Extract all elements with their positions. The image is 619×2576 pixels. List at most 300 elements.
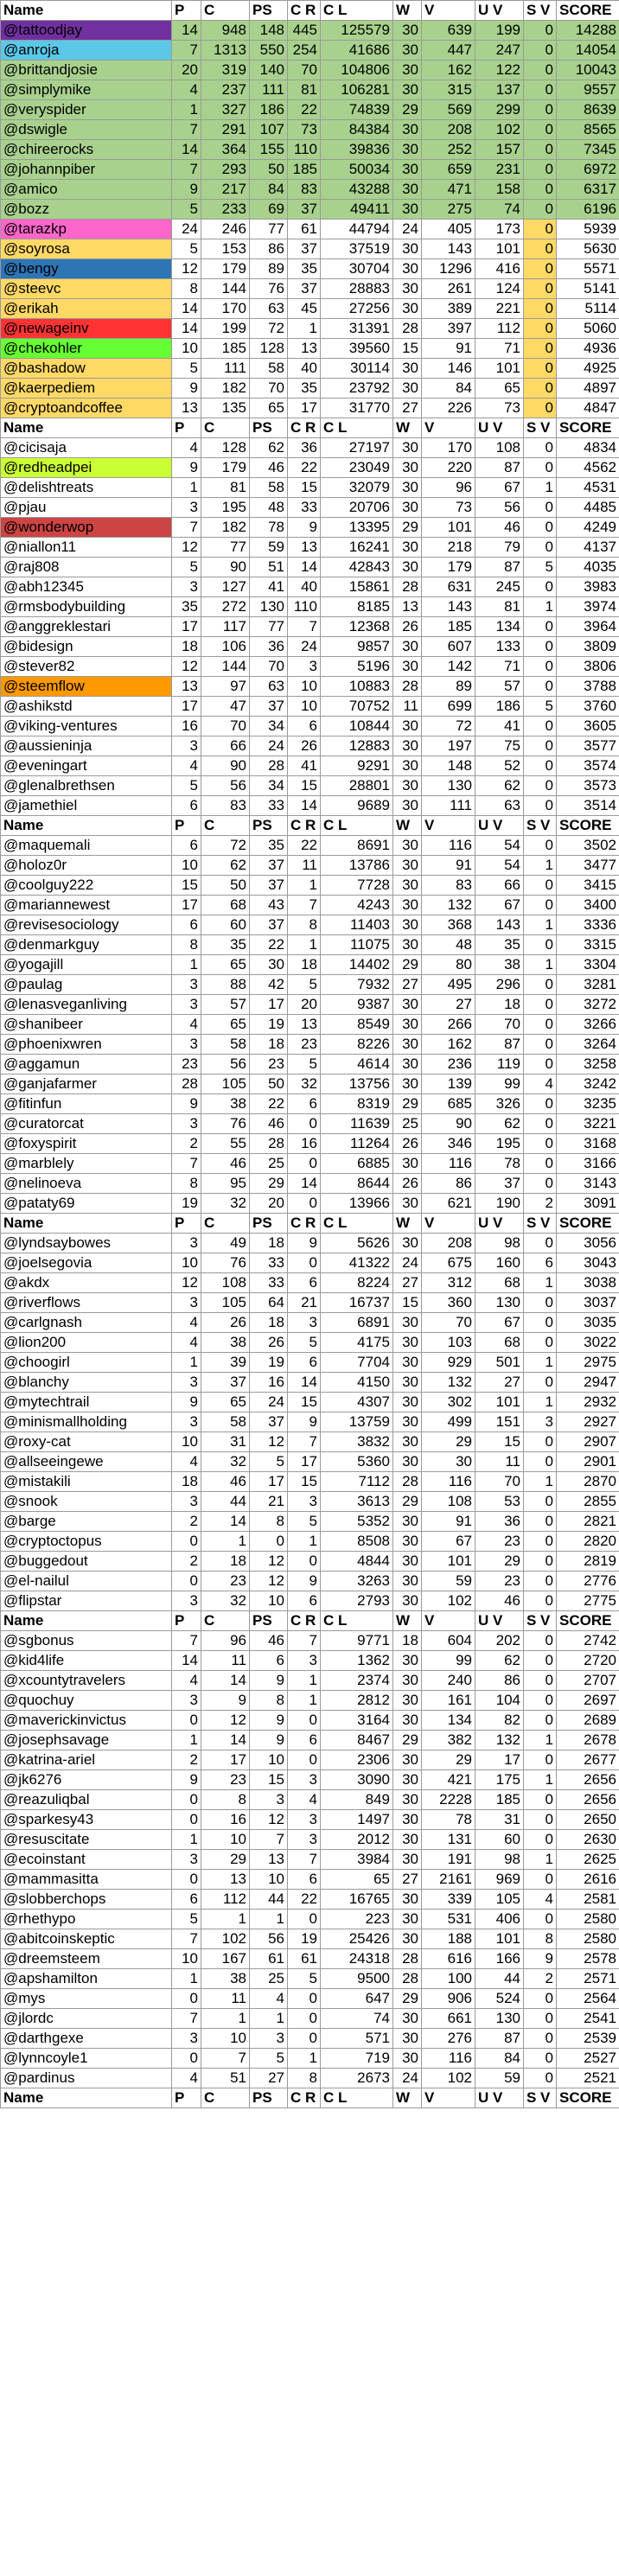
cell-v: 29 bbox=[422, 1750, 475, 1770]
cell-cr: 6 bbox=[288, 1870, 321, 1890]
cell-uv: 969 bbox=[475, 1870, 524, 1890]
cell-sv: 1 bbox=[524, 1770, 557, 1790]
cell-cl: 39560 bbox=[321, 339, 393, 359]
cell-name: @bengy bbox=[1, 259, 172, 279]
cell-v: 471 bbox=[422, 180, 475, 200]
cell-v: 100 bbox=[422, 1969, 475, 1989]
cell-score: 2581 bbox=[557, 1890, 619, 1910]
cell-score: 2819 bbox=[557, 1552, 619, 1572]
cell-cl: 2306 bbox=[321, 1750, 393, 1770]
cell-name: @abh12345 bbox=[1, 577, 172, 597]
cell-p: 5 bbox=[172, 359, 201, 379]
cell-name: @lynncoyle1 bbox=[1, 2049, 172, 2069]
cell-c: 153 bbox=[201, 239, 250, 259]
cell-name: @resuscitate bbox=[1, 1830, 172, 1850]
cell-score: 3281 bbox=[557, 975, 619, 995]
column-header: Name bbox=[1, 1, 172, 21]
cell-sv: 0 bbox=[524, 776, 557, 796]
cell-name: @tarazkp bbox=[1, 220, 172, 239]
cell-uv: 87 bbox=[475, 2029, 524, 2049]
table-row bbox=[1, 558, 619, 577]
cell-score: 3760 bbox=[557, 697, 619, 717]
cell-p: 3 bbox=[172, 1234, 201, 1253]
column-header: P bbox=[172, 1, 201, 21]
cell-cr: 3 bbox=[288, 1313, 321, 1333]
cell-p: 19 bbox=[172, 1194, 201, 1214]
column-header: C L bbox=[321, 2088, 393, 2108]
cell-cr: 18 bbox=[288, 955, 321, 975]
cell-cl: 16241 bbox=[321, 538, 393, 558]
cell-w: 30 bbox=[393, 2009, 422, 2029]
table-row bbox=[1, 1651, 619, 1671]
cell-score: 2656 bbox=[557, 1790, 619, 1810]
table-row bbox=[1, 80, 619, 100]
cell-p: 12 bbox=[172, 1273, 201, 1293]
cell-v: 346 bbox=[422, 1134, 475, 1154]
cell-name: @mariannewest bbox=[1, 896, 172, 915]
cell-v: 29 bbox=[422, 1432, 475, 1452]
cell-uv: 79 bbox=[475, 538, 524, 558]
cell-uv: 102 bbox=[475, 120, 524, 140]
cell-name: @redheadpei bbox=[1, 458, 172, 478]
cell-sv: 0 bbox=[524, 617, 557, 637]
cell-uv: 87 bbox=[475, 558, 524, 577]
cell-w: 29 bbox=[393, 100, 422, 120]
cell-ps: 18 bbox=[250, 1313, 288, 1333]
cell-cl: 74 bbox=[321, 2009, 393, 2029]
cell-c: 1 bbox=[201, 2009, 250, 2029]
cell-v: 102 bbox=[422, 1591, 475, 1611]
cell-c: 233 bbox=[201, 200, 250, 220]
cell-c: 62 bbox=[201, 856, 250, 876]
cell-v: 2228 bbox=[422, 1790, 475, 1810]
cell-cr: 6 bbox=[288, 1273, 321, 1293]
cell-name: @amico bbox=[1, 180, 172, 200]
cell-cr: 22 bbox=[288, 1890, 321, 1910]
cell-cl: 8185 bbox=[321, 597, 393, 617]
cell-c: 14 bbox=[201, 1731, 250, 1750]
table-row bbox=[1, 140, 619, 160]
cell-cr: 3 bbox=[288, 1651, 321, 1671]
cell-score: 3964 bbox=[557, 617, 619, 637]
column-header: W bbox=[393, 1214, 422, 1234]
cell-p: 0 bbox=[172, 1572, 201, 1591]
cell-uv: 54 bbox=[475, 856, 524, 876]
cell-c: 144 bbox=[201, 657, 250, 677]
cell-name: @pataty69 bbox=[1, 1194, 172, 1214]
cell-c: 948 bbox=[201, 21, 250, 41]
cell-v: 252 bbox=[422, 140, 475, 160]
cell-sv: 1 bbox=[524, 915, 557, 935]
cell-ps: 25 bbox=[250, 1969, 288, 1989]
cell-w: 27 bbox=[393, 399, 422, 418]
column-header: SCORE bbox=[557, 1611, 619, 1631]
column-header: PS bbox=[250, 2088, 288, 2108]
cell-ps: 1 bbox=[250, 1910, 288, 1929]
column-header: U V bbox=[475, 1611, 524, 1631]
cell-score: 2742 bbox=[557, 1631, 619, 1651]
cell-w: 30 bbox=[393, 1055, 422, 1074]
cell-sv: 0 bbox=[524, 1333, 557, 1353]
cell-cr: 21 bbox=[288, 1293, 321, 1313]
cell-cr: 15 bbox=[288, 478, 321, 498]
cell-cr: 10 bbox=[288, 697, 321, 717]
cell-p: 3 bbox=[172, 1293, 201, 1313]
cell-cl: 9857 bbox=[321, 637, 393, 657]
cell-p: 4 bbox=[172, 438, 201, 458]
table-row bbox=[1, 1353, 619, 1373]
cell-cr: 0 bbox=[288, 1910, 321, 1929]
cell-name: @pardinus bbox=[1, 2069, 172, 2088]
cell-c: 83 bbox=[201, 796, 250, 816]
cell-p: 14 bbox=[172, 299, 201, 319]
cell-c: 31 bbox=[201, 1432, 250, 1452]
cell-w: 30 bbox=[393, 160, 422, 180]
cell-uv: 104 bbox=[475, 1691, 524, 1711]
cell-sv: 0 bbox=[524, 995, 557, 1015]
cell-sv: 1 bbox=[524, 955, 557, 975]
cell-ps: 107 bbox=[250, 120, 288, 140]
cell-w: 30 bbox=[393, 717, 422, 736]
cell-cr: 14 bbox=[288, 1373, 321, 1393]
table-row bbox=[1, 1492, 619, 1512]
cell-cl: 30704 bbox=[321, 259, 393, 279]
column-header: C L bbox=[321, 1611, 393, 1631]
cell-name: @xcountytravelers bbox=[1, 1671, 172, 1691]
cell-ps: 9 bbox=[250, 1711, 288, 1731]
cell-sv: 0 bbox=[524, 339, 557, 359]
cell-uv: 101 bbox=[475, 359, 524, 379]
cell-v: 607 bbox=[422, 637, 475, 657]
cell-p: 9 bbox=[172, 379, 201, 399]
column-header: C bbox=[201, 2088, 250, 2108]
cell-name: @maquemali bbox=[1, 836, 172, 856]
table-row bbox=[1, 637, 619, 657]
cell-c: 72 bbox=[201, 836, 250, 856]
cell-cr: 73 bbox=[288, 120, 321, 140]
table-row bbox=[1, 359, 619, 379]
cell-cl: 25426 bbox=[321, 1929, 393, 1949]
column-header: C L bbox=[321, 816, 393, 836]
cell-name: @eveningart bbox=[1, 756, 172, 776]
cell-v: 96 bbox=[422, 478, 475, 498]
cell-score: 2870 bbox=[557, 1472, 619, 1492]
cell-sv: 8 bbox=[524, 1929, 557, 1949]
column-header: SCORE bbox=[557, 816, 619, 836]
table-row bbox=[1, 458, 619, 478]
cell-score: 5630 bbox=[557, 239, 619, 259]
cell-c: 293 bbox=[201, 160, 250, 180]
cell-p: 3 bbox=[172, 975, 201, 995]
cell-uv: 73 bbox=[475, 399, 524, 418]
cell-sv: 0 bbox=[524, 736, 557, 756]
cell-sv: 0 bbox=[524, 1671, 557, 1691]
cell-v: 101 bbox=[422, 1552, 475, 1572]
cell-score: 2541 bbox=[557, 2009, 619, 2029]
cell-c: 68 bbox=[201, 896, 250, 915]
cell-score: 4897 bbox=[557, 379, 619, 399]
cell-ps: 58 bbox=[250, 478, 288, 498]
cell-cr: 7 bbox=[288, 1631, 321, 1651]
cell-cr: 19 bbox=[288, 1929, 321, 1949]
header-row bbox=[1, 816, 619, 836]
cell-v: 447 bbox=[422, 41, 475, 61]
cell-w: 30 bbox=[393, 1591, 422, 1611]
cell-name: @stever82 bbox=[1, 657, 172, 677]
cell-cl: 2793 bbox=[321, 1591, 393, 1611]
table-row bbox=[1, 1393, 619, 1412]
cell-w: 29 bbox=[393, 1731, 422, 1750]
table-row bbox=[1, 1910, 619, 1929]
cell-uv: 143 bbox=[475, 915, 524, 935]
cell-score: 4834 bbox=[557, 438, 619, 458]
cell-cl: 3263 bbox=[321, 1572, 393, 1591]
column-header: C R bbox=[288, 1, 321, 21]
cell-uv: 75 bbox=[475, 736, 524, 756]
column-header: C bbox=[201, 816, 250, 836]
cell-c: 90 bbox=[201, 558, 250, 577]
cell-p: 0 bbox=[172, 1810, 201, 1830]
cell-cr: 3 bbox=[288, 1492, 321, 1512]
cell-cr: 37 bbox=[288, 200, 321, 220]
cell-cl: 8691 bbox=[321, 836, 393, 856]
cell-cl: 6891 bbox=[321, 1313, 393, 1333]
table-row bbox=[1, 2029, 619, 2049]
table-row bbox=[1, 1452, 619, 1472]
cell-ps: 12 bbox=[250, 1432, 288, 1452]
cell-name: @glenalbrethsen bbox=[1, 776, 172, 796]
cell-c: 90 bbox=[201, 756, 250, 776]
cell-v: 139 bbox=[422, 1074, 475, 1094]
cell-score: 2975 bbox=[557, 1353, 619, 1373]
cell-w: 30 bbox=[393, 1830, 422, 1850]
cell-uv: 101 bbox=[475, 1393, 524, 1412]
column-header: Name bbox=[1, 418, 172, 438]
cell-v: 218 bbox=[422, 538, 475, 558]
cell-uv: 199 bbox=[475, 21, 524, 41]
cell-c: 18 bbox=[201, 1552, 250, 1572]
cell-p: 6 bbox=[172, 1890, 201, 1910]
cell-w: 30 bbox=[393, 1929, 422, 1949]
cell-cl: 13759 bbox=[321, 1412, 393, 1432]
cell-uv: 62 bbox=[475, 776, 524, 796]
table-row bbox=[1, 1055, 619, 1074]
cell-c: 144 bbox=[201, 279, 250, 299]
cell-uv: 501 bbox=[475, 1353, 524, 1373]
cell-cr: 6 bbox=[288, 1094, 321, 1114]
cell-ps: 25 bbox=[250, 1154, 288, 1174]
cell-v: 102 bbox=[422, 2069, 475, 2088]
cell-ps: 72 bbox=[250, 319, 288, 339]
cell-ps: 43 bbox=[250, 896, 288, 915]
cell-w: 30 bbox=[393, 796, 422, 816]
cell-p: 10 bbox=[172, 856, 201, 876]
cell-p: 9 bbox=[172, 1094, 201, 1114]
cell-p: 17 bbox=[172, 617, 201, 637]
table-row bbox=[1, 1313, 619, 1333]
cell-cr: 22 bbox=[288, 458, 321, 478]
cell-name: @newageinv bbox=[1, 319, 172, 339]
cell-w: 30 bbox=[393, 498, 422, 518]
cell-p: 3 bbox=[172, 1492, 201, 1512]
cell-ps: 84 bbox=[250, 180, 288, 200]
cell-ps: 37 bbox=[250, 876, 288, 896]
cell-c: 182 bbox=[201, 518, 250, 538]
cell-c: 1 bbox=[201, 1910, 250, 1929]
column-header: V bbox=[422, 1, 475, 21]
cell-v: 27 bbox=[422, 995, 475, 1015]
table-row bbox=[1, 955, 619, 975]
cell-c: 46 bbox=[201, 1154, 250, 1174]
header-row bbox=[1, 2088, 619, 2108]
cell-w: 30 bbox=[393, 1810, 422, 1830]
cell-cr: 1 bbox=[288, 1532, 321, 1552]
cell-sv: 5 bbox=[524, 697, 557, 717]
cell-cr: 15 bbox=[288, 1393, 321, 1412]
cell-w: 30 bbox=[393, 299, 422, 319]
cell-score: 3605 bbox=[557, 717, 619, 736]
cell-w: 30 bbox=[393, 896, 422, 915]
cell-cr: 9 bbox=[288, 1234, 321, 1253]
cell-score: 3809 bbox=[557, 637, 619, 657]
cell-w: 24 bbox=[393, 220, 422, 239]
table-row bbox=[1, 1134, 619, 1154]
cell-ps: 1 bbox=[250, 2009, 288, 2029]
cell-sv: 1 bbox=[524, 1731, 557, 1750]
cell-cr: 0 bbox=[288, 1750, 321, 1770]
cell-name: @ecoinstant bbox=[1, 1850, 172, 1870]
cell-c: 8 bbox=[201, 1790, 250, 1810]
cell-w: 30 bbox=[393, 1532, 422, 1552]
column-header: S V bbox=[524, 1214, 557, 1234]
cell-cr: 61 bbox=[288, 1949, 321, 1969]
cell-p: 10 bbox=[172, 1253, 201, 1273]
table-row bbox=[1, 876, 619, 896]
cell-uv: 78 bbox=[475, 1154, 524, 1174]
cell-c: 95 bbox=[201, 1174, 250, 1194]
column-header: W bbox=[393, 418, 422, 438]
cell-sv: 6 bbox=[524, 1253, 557, 1273]
table-row bbox=[1, 2049, 619, 2069]
cell-v: 405 bbox=[422, 220, 475, 239]
cell-sv: 0 bbox=[524, 21, 557, 41]
cell-ps: 21 bbox=[250, 1492, 288, 1512]
cell-sv: 0 bbox=[524, 796, 557, 816]
cell-ps: 64 bbox=[250, 1293, 288, 1313]
cell-w: 30 bbox=[393, 1750, 422, 1770]
cell-name: @erikah bbox=[1, 299, 172, 319]
cell-p: 2 bbox=[172, 1134, 201, 1154]
column-header: V bbox=[422, 2088, 475, 2108]
cell-w: 30 bbox=[393, 41, 422, 61]
cell-sv: 1 bbox=[524, 597, 557, 617]
cell-p: 7 bbox=[172, 2009, 201, 2029]
cell-score: 3400 bbox=[557, 896, 619, 915]
cell-score: 3022 bbox=[557, 1333, 619, 1353]
column-header: U V bbox=[475, 816, 524, 836]
cell-c: 135 bbox=[201, 399, 250, 418]
cell-p: 8 bbox=[172, 279, 201, 299]
cell-name: @reazuliqbal bbox=[1, 1790, 172, 1810]
table-row bbox=[1, 1293, 619, 1313]
cell-w: 30 bbox=[393, 259, 422, 279]
cell-cl: 223 bbox=[321, 1910, 393, 1929]
cell-uv: 31 bbox=[475, 1810, 524, 1830]
cell-uv: 81 bbox=[475, 597, 524, 617]
cell-cl: 6885 bbox=[321, 1154, 393, 1174]
table-row bbox=[1, 498, 619, 518]
cell-v: 236 bbox=[422, 1055, 475, 1074]
cell-w: 30 bbox=[393, 1452, 422, 1472]
cell-p: 7 bbox=[172, 160, 201, 180]
cell-cr: 6 bbox=[288, 717, 321, 736]
cell-cl: 9387 bbox=[321, 995, 393, 1015]
column-header: C R bbox=[288, 1611, 321, 1631]
cell-score: 5060 bbox=[557, 319, 619, 339]
cell-cl: 4175 bbox=[321, 1333, 393, 1353]
cell-w: 26 bbox=[393, 617, 422, 637]
cell-sv: 4 bbox=[524, 1890, 557, 1910]
header-row bbox=[1, 1214, 619, 1234]
cell-c: 29 bbox=[201, 1850, 250, 1870]
table-row bbox=[1, 1750, 619, 1770]
cell-uv: 524 bbox=[475, 1989, 524, 2009]
table-row bbox=[1, 1094, 619, 1114]
cell-name: @tattoodjay bbox=[1, 21, 172, 41]
cell-score: 3788 bbox=[557, 677, 619, 697]
cell-v: 132 bbox=[422, 896, 475, 915]
cell-sv: 0 bbox=[524, 518, 557, 538]
cell-p: 10 bbox=[172, 1949, 201, 1969]
cell-name: @mammasitta bbox=[1, 1870, 172, 1890]
cell-uv: 66 bbox=[475, 876, 524, 896]
cell-score: 2776 bbox=[557, 1572, 619, 1591]
cell-w: 30 bbox=[393, 1651, 422, 1671]
cell-score: 9557 bbox=[557, 80, 619, 100]
cell-cr: 0 bbox=[288, 1194, 321, 1214]
cell-cr: 14 bbox=[288, 1174, 321, 1194]
cell-cr: 3 bbox=[288, 1830, 321, 1850]
cell-ps: 20 bbox=[250, 1194, 288, 1214]
column-header: C R bbox=[288, 816, 321, 836]
cell-name: @lenasveganliving bbox=[1, 995, 172, 1015]
cell-name: @bashadow bbox=[1, 359, 172, 379]
cell-w: 30 bbox=[393, 558, 422, 577]
table-row bbox=[1, 1731, 619, 1750]
cell-ps: 19 bbox=[250, 1353, 288, 1373]
cell-name: @phoenixwren bbox=[1, 1035, 172, 1055]
cell-c: 185 bbox=[201, 339, 250, 359]
cell-sv: 0 bbox=[524, 1572, 557, 1591]
cell-name: @jk6276 bbox=[1, 1770, 172, 1790]
cell-c: 65 bbox=[201, 1393, 250, 1412]
cell-uv: 57 bbox=[475, 677, 524, 697]
cell-name: @bidesign bbox=[1, 637, 172, 657]
cell-score: 2630 bbox=[557, 1830, 619, 1850]
cell-score: 3336 bbox=[557, 915, 619, 935]
cell-p: 4 bbox=[172, 1452, 201, 1472]
table-row bbox=[1, 1830, 619, 1850]
cell-ps: 3 bbox=[250, 2029, 288, 2049]
table-row bbox=[1, 1631, 619, 1651]
table-row bbox=[1, 1929, 619, 1949]
cell-cl: 27197 bbox=[321, 438, 393, 458]
cell-cr: 40 bbox=[288, 359, 321, 379]
cell-sv: 0 bbox=[524, 359, 557, 379]
cell-c: 237 bbox=[201, 80, 250, 100]
cell-uv: 46 bbox=[475, 518, 524, 538]
cell-w: 30 bbox=[393, 876, 422, 896]
